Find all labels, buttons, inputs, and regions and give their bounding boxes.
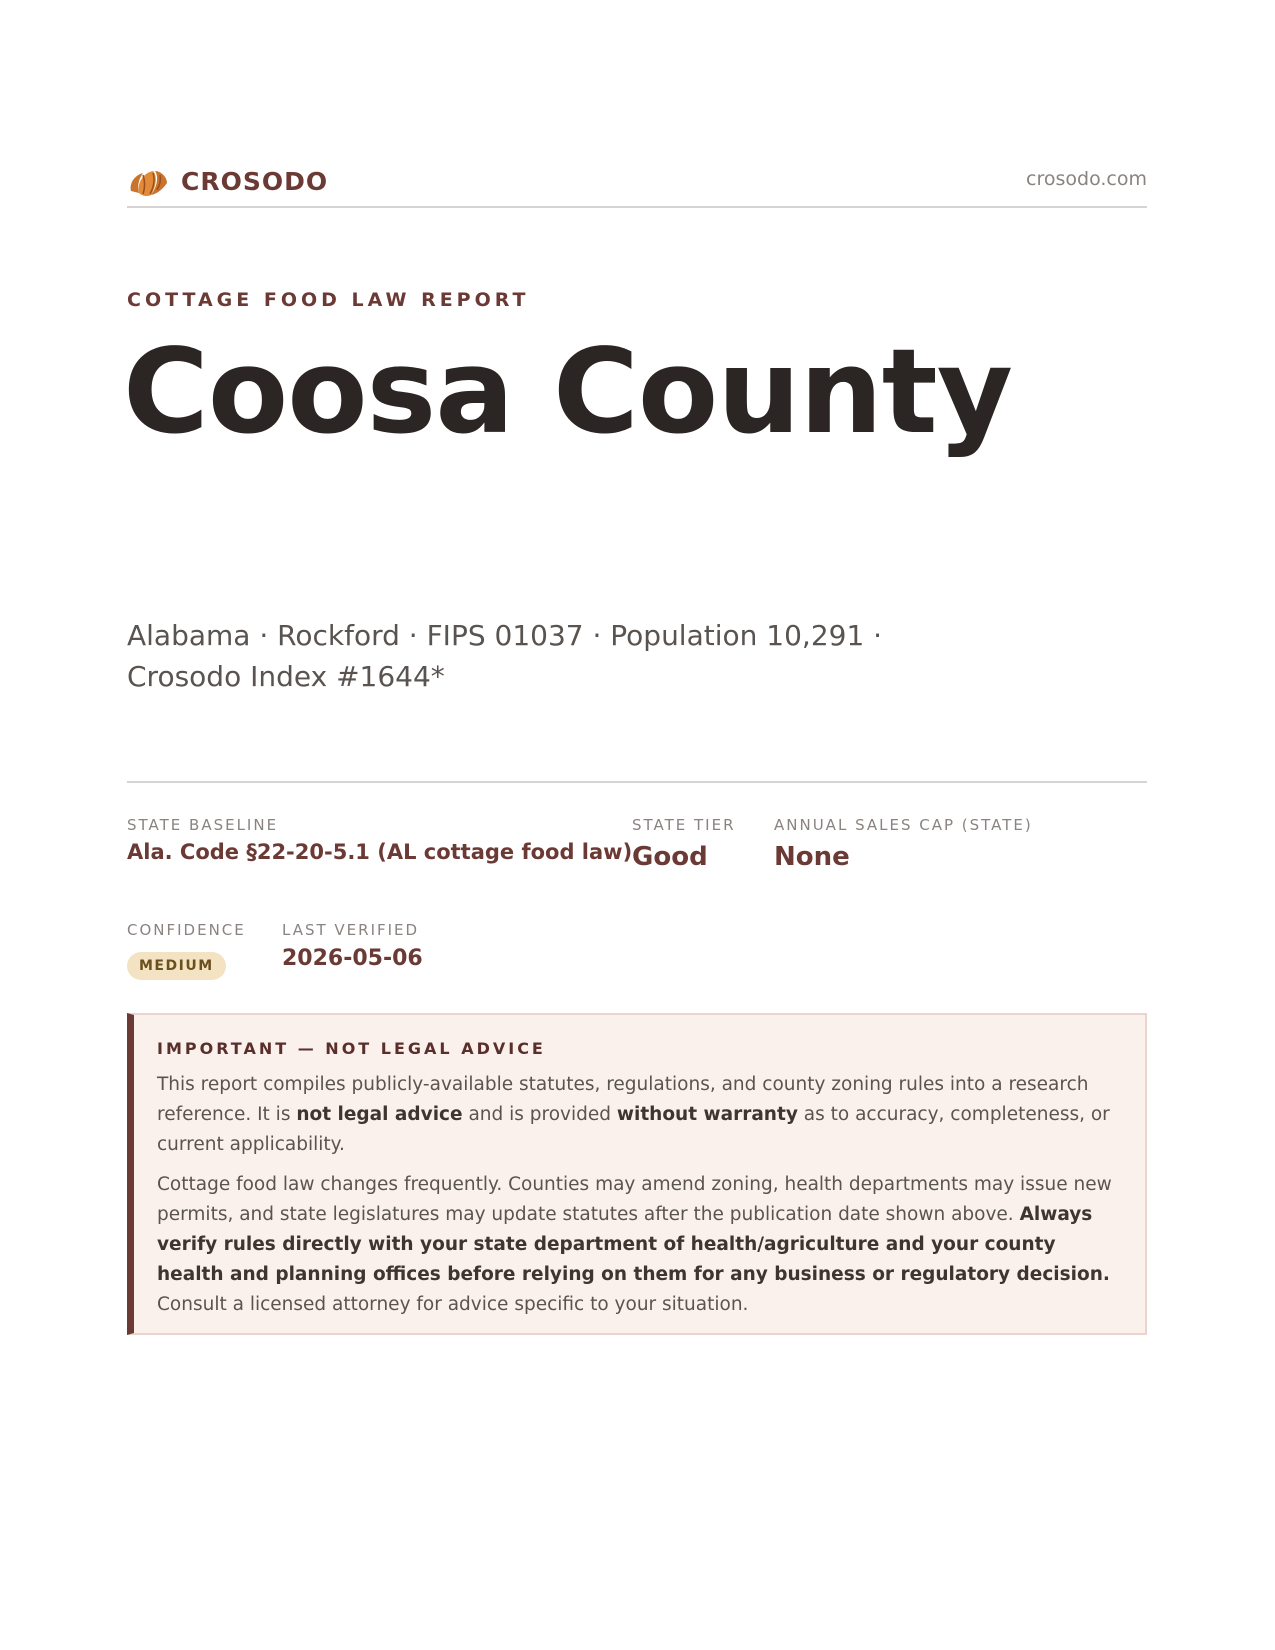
sales-cap-value: None	[774, 842, 850, 872]
confidence-label: CONFIDENCE	[127, 921, 246, 939]
legal-disclaimer-box	[127, 1013, 1147, 1335]
report-header	[127, 152, 1147, 208]
disclaimer-title: IMPORTANT — NOT LEGAL ADVICE	[157, 1039, 546, 1058]
site-url-link[interactable]: crosodo.com	[1026, 168, 1147, 190]
sales-cap-label: ANNUAL SALES CAP (STATE)	[774, 816, 1033, 834]
last-verified-value: 2026-05-06	[282, 946, 423, 971]
disclaimer-paragraph-2: Cottage food law changes frequently. Counties may amend zoning, health departments may issue new permits, and state legislatures may update statutes after the publication date shown above. Always verify rules directly with your state department of health/agriculture and your county health and planning offices before relying on them for any business or regulatory decision. Consult a licensed attorney for advice specific to your situation.	[157, 1174, 1112, 1315]
brand-name: CROSODO	[181, 166, 329, 196]
disclaimer-paragraph-1: This report compiles publicly-available statutes, regulations, and county zoning rules into a research reference. It is not legal advice and is provided without warranty as to accuracy, completeness, or current applicability.	[157, 1074, 1110, 1155]
last-verified-label: LAST VERIFIED	[282, 921, 420, 939]
state-baseline-label: STATE BASELINE	[127, 816, 279, 834]
croissant-icon	[127, 161, 169, 201]
report-type-label: COTTAGE FOOD LAW REPORT	[127, 289, 530, 311]
confidence-badge: MEDIUM	[127, 952, 226, 980]
county-meta-line: Alabama · Rockford · FIPS 01037 · Population 10,291 · Crosodo Index #1644*	[127, 619, 883, 693]
section-divider	[127, 781, 1147, 783]
county-title: Coosa County	[123, 323, 1012, 460]
state-baseline-value: Ala. Code §22-20-5.1 (AL cottage food law)	[127, 840, 633, 864]
brand[interactable]	[127, 161, 328, 201]
state-tier-label: STATE TIER	[632, 816, 736, 834]
state-tier-value: Good	[632, 842, 708, 872]
